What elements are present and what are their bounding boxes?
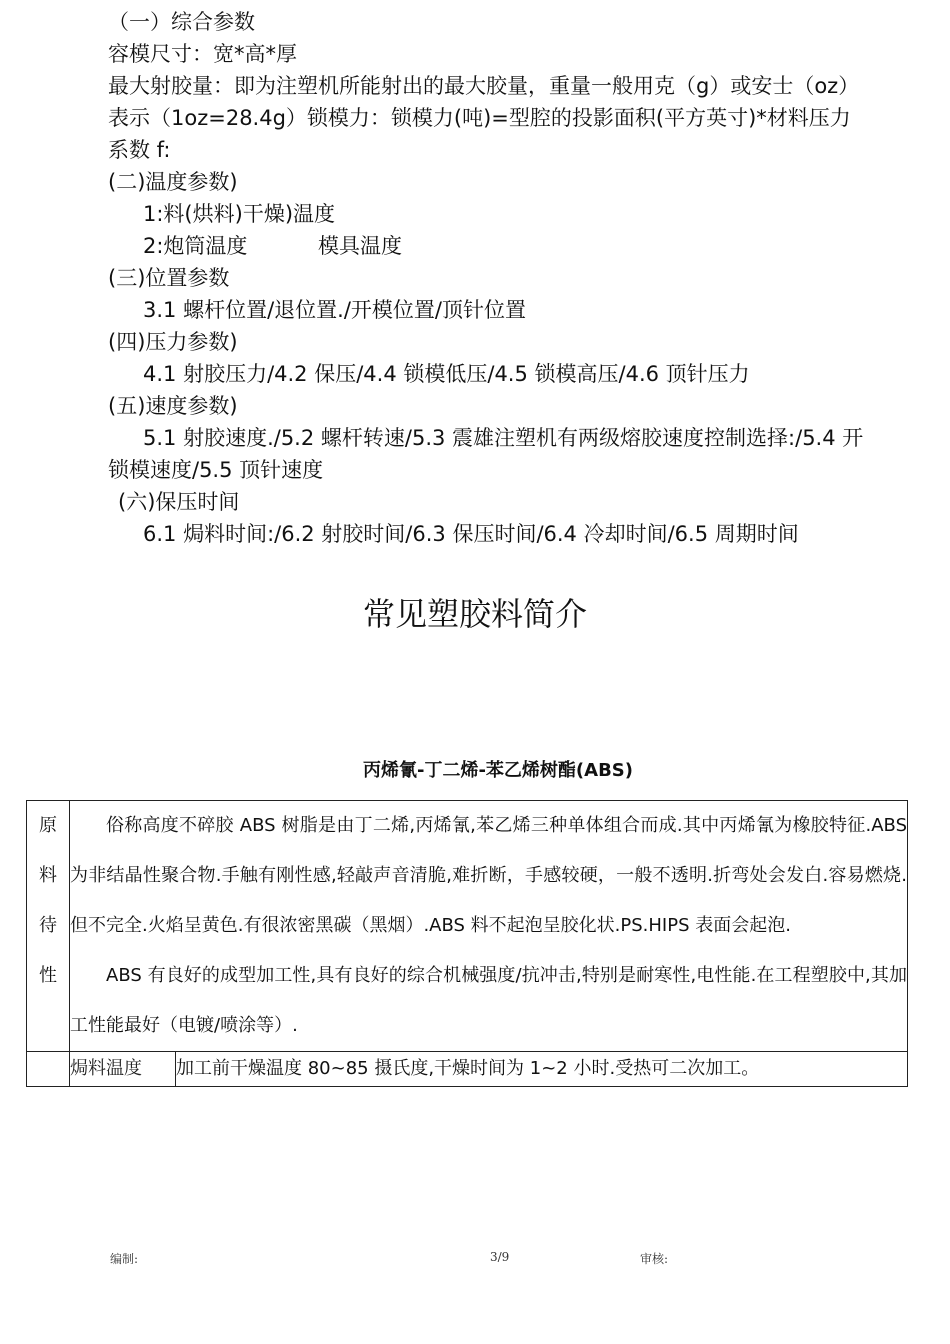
section-heading-temperature: (二)温度参数) [108, 170, 238, 194]
section-heading-hold-time: (六)保压时间 [118, 490, 240, 514]
category-cell [27, 801, 70, 1052]
table-row-drying [27, 1052, 908, 1087]
material-subtitle: 丙烯氰-丁二烯-苯乙烯树酯(ABS) [362, 760, 633, 781]
category-char: 料 [39, 865, 57, 886]
time-items: 6.1 焗料时间:/6.2 射胶时间/6.3 保压时间/6.4 冷却时间/6.5 周期时间 [143, 522, 799, 546]
param-max-shot-line3: 系数 f: [108, 138, 171, 162]
position-items: 3.1 螺杆位置/退位置./开模位置/顶针位置 [143, 298, 526, 322]
drying-temp-label: 焗料温度 [70, 1052, 176, 1087]
section-heading-pressure: (四)压力参数) [108, 330, 238, 354]
speed-items-line1: 5.1 射胶速度./5.2 螺杆转速/5.3 震雄注塑机有两级熔胶速度控制选择:/5.4 开 [143, 426, 864, 450]
category-char: 待 [39, 915, 57, 936]
pressure-items: 4.1 射胶压力/4.2 保压/4.4 锁模低压/4.5 锁模高压/4.6 顶针压力 [143, 362, 750, 386]
table-row-properties [27, 801, 908, 1052]
properties-description [70, 801, 908, 1052]
footer-page-number: 3/9 [490, 1250, 510, 1264]
temp-item-mold: 模具温度 [318, 234, 402, 258]
category-char: 性 [39, 965, 57, 986]
properties-paragraph-2: ABS 有良好的成型加工性,具有良好的综合机械强度/抗冲击,特别是耐寒性,电性能.在工程塑胶中,其加工性能最好（电镀/喷涂等）. [70, 965, 907, 1036]
empty-cell [27, 1052, 70, 1087]
temp-item-drying: 1:料(烘料)干燥)温度 [143, 202, 336, 226]
section-heading-general: （一）综合参数 [108, 10, 255, 34]
section-heading-position: (三)位置参数 [108, 266, 230, 290]
speed-items-line2: 锁模速度/5.5 顶针速度 [108, 458, 324, 482]
abs-properties-table [26, 800, 908, 1087]
properties-paragraph-1: 俗称高度不碎胶 ABS 树脂是由丁二烯,丙烯氰,苯乙烯三种单体组合而成.其中丙烯氰为橡胶特征.ABS 为非结晶性聚合物.手触有刚性感,轻敲声音清脆,难折断，手感较硬，一般不透明.折弯处会发白.容易燃烧.但不完全.火焰呈黄色.有很浓密黑碳（黑烟）.ABS 料不起泡呈胶化状.PS.HIPS 表面会起泡. [70, 815, 907, 936]
footer-reviewer: 审核: [640, 1252, 669, 1266]
param-max-shot-line2: 表示（1oz=28.4g）锁模力：锁模力(吨)=型腔的投影面积(平方英寸)*材料压力 [108, 106, 851, 130]
category-char: 原 [39, 815, 57, 836]
section-heading-speed: (五)速度参数) [108, 394, 238, 418]
param-mold-size: 容模尺寸：宽*高*厚 [108, 42, 297, 66]
param-max-shot-line1: 最大射胶量：即为注塑机所能射出的最大胶量，重量一般用克（g）或安士（oz） [108, 74, 860, 98]
temp-item-barrel: 2:炮筒温度 [143, 234, 248, 258]
footer-editor: 编制: [110, 1252, 139, 1266]
page-title: 常见塑胶料简介 [362, 595, 587, 633]
drying-temp-value: 加工前干燥温度 80~85 摄氏度,干燥时间为 1~2 小时.受热可二次加工。 [176, 1052, 908, 1087]
